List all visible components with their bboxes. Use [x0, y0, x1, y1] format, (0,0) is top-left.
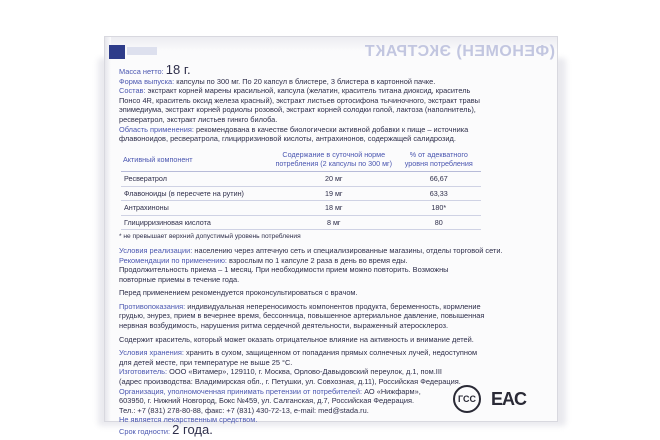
- table-row: Ресвератрол 20 мг 66,67: [121, 171, 481, 186]
- net-mass: Масса нетто: 18 г.: [119, 62, 191, 77]
- table-header: Активный компонент: [121, 148, 271, 172]
- active-components-table: [121, 148, 481, 231]
- box-flap-strip: [127, 47, 157, 55]
- table-header: % от адекватного уровня потребления: [397, 148, 481, 172]
- certification-mark-icon: ГСС: [453, 385, 481, 413]
- not-drug-note: Не является лекарственным средством.: [119, 415, 258, 425]
- table-row: Глицирризиновая кислота 8 мг 80: [121, 215, 481, 230]
- application-area: Область применения: рекомендована в качестве биологически активной добавки к пище – источника флавоноидов, ресвератрола, глицирризиновой кислоты, антрахинонов, содержащей салидрозид.: [119, 124, 469, 144]
- storage-conditions: Условия хранения: хранить в сухом, защищенном от попадания прямых солнечных лучей, недоступном для детей месте, при температуре не выше 25 °С.: [119, 348, 478, 367]
- release-form: Форма выпуска: капсулы по 300 мг. По 20 капсул в блистере, 3 блистера в картонной пачке.: [119, 76, 436, 86]
- composition: Состав: экстракт корней марены красильной, капсула (желатин, краситель титана диоксид, краситель Понсо 4R, краситель оксид железа красный), экстракт листьев ортосифона тычиночного, экстракт травы эпимедиума, экстракт корней родиолы розовой, экстракт корней солодки голой, лактоза (наполнитель), ресвератрол, экстракт листьев гинкго билоба.: [119, 86, 480, 124]
- shelf-life: Срок годности: 2 года.: [119, 422, 213, 437]
- table-row: Антрахиноны 18 мг 180*: [121, 201, 481, 216]
- manufacturer: Изготовитель: ООО «Витамер», 129110, г. Москва, Орлово-Давыдовский переулок, д.1, пом.III (адрес производства: Владимирская обл., г. Петушки, ул. Совхозная, д.11), Российская Федерация.: [119, 367, 461, 387]
- usage-recommendations: Рекомендации по применению: взрослым по 1 капсуле 2 раза в день во время еды. Продолжительность приема – 1 месяц. При необходимости прием можно повторить. Возможны повторные приемы в течение года.: [119, 255, 449, 284]
- mirrored-title-bleed: (ФЕНОМЕН) ЭКСТРАКТ: [364, 43, 555, 60]
- box-flap-tab: [109, 45, 125, 59]
- certification-marks: [453, 385, 526, 413]
- claims-organization: Организация, уполномоченная принимать претензии от потребителей: АО «Нижфарм», 603950, г. Нижний Новгород, Бокс №459, ул. Салганская, д.7, Российская Федерация. Тел.: +7 (831) 278-80-88, факс: +7 (831) 430-72-13, e-mail: med@stada.ru.: [119, 386, 421, 415]
- box-left-edge: [105, 37, 111, 421]
- product-box-back: [104, 36, 558, 437]
- contraindications: Противопоказания: индивидуальная непереносимость компонентов продукта, беременность, кормление грудью, энурез, прием в вечернее время, бессонница, повышенное артериальное давление, повышенная нервная возбудимость, нарушения ритма сердечной деятельности, выраженный атеросклероз.: [119, 301, 485, 331]
- consult-note: Перед применением рекомендуется проконсультироваться с врачом.: [119, 288, 358, 298]
- dye-warning: Содержит краситель, который может оказать отрицательное влияние на активность и внимание детей.: [119, 334, 474, 344]
- sale-conditions: Условия реализации: населению через аптечную сеть и специализированные магазины, отделы торговой сети.: [119, 245, 503, 255]
- table-row: Флавоноиды (в пересчете на рутин) 19 мг 63,33: [121, 186, 481, 201]
- eac-mark-icon: EAC: [491, 388, 527, 409]
- table-header: Содержание в суточной норме потребления (2 капсулы по 300 мг): [271, 148, 397, 172]
- table-footnote: * не превышает верхний допустимый уровень потребления: [119, 233, 301, 241]
- label-text: [119, 62, 533, 437]
